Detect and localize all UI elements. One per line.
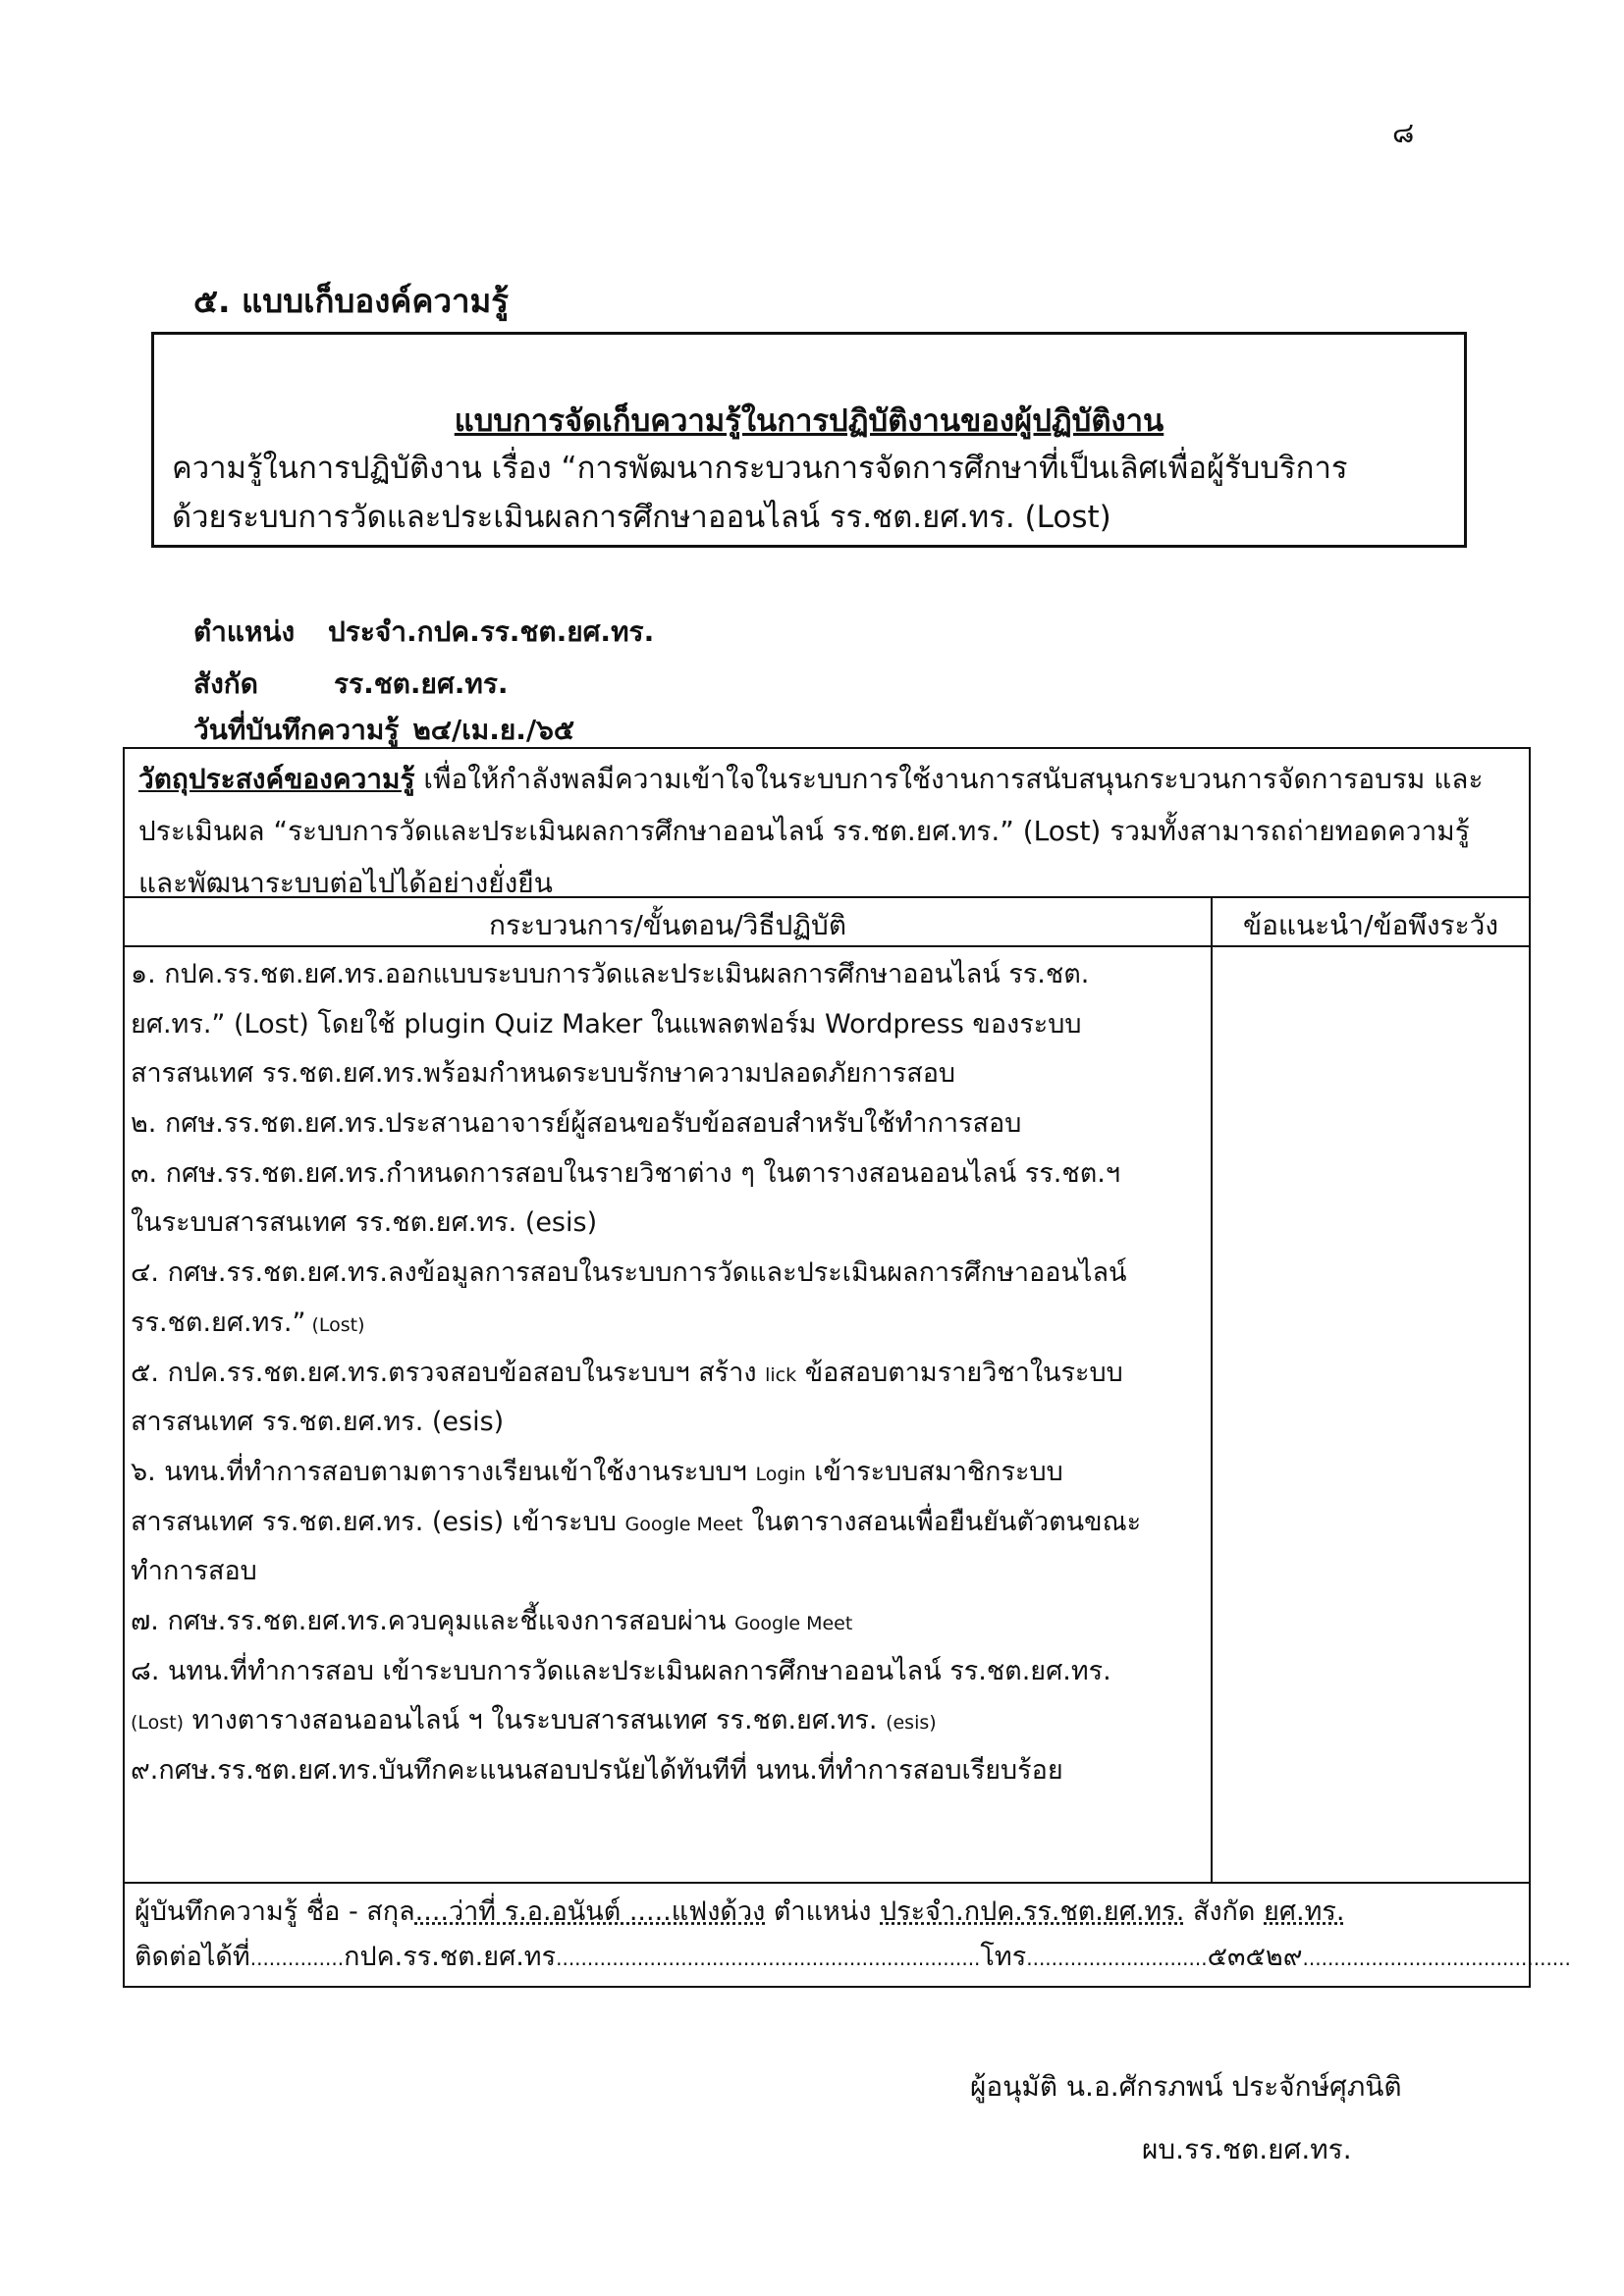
position-label: ตำแหน่ง (193, 615, 296, 648)
objective-cell (138, 753, 1513, 909)
step-7 (131, 1597, 1201, 1647)
step-7-small-text: Google Meet (734, 1612, 853, 1634)
step-8-line-1: ๘. นทน.ที่ทำการสอบ เข้าระบบการวัดและประเมินผลการศึกษาออนไลน์ รร.ชต.ยศ.ทร. (131, 1655, 1111, 1686)
step-4-line-2 (131, 1299, 1201, 1349)
table-divider (125, 896, 1529, 898)
step-4-small-text: (Lost) (305, 1313, 365, 1336)
unit-value: รร.ชต.ยศ.ทร. (334, 667, 509, 700)
title-box (151, 332, 1467, 548)
contact-dots: ............... (249, 1947, 345, 1970)
phone-dots: ........................................... (1302, 1947, 1571, 1970)
step-6-line-1 (131, 1448, 1201, 1498)
step-6-text-b: เข้าระบบสมาชิกระบบ (805, 1456, 1063, 1487)
step-5-small-text: lick (765, 1363, 797, 1386)
objective-label: วัตถุประสงค์ของความรู้ (138, 763, 415, 795)
step-6-text-a: ๖. นทน.ที่ทำการสอบตามตารางเรียนเข้าใช้งานระบบฯ (131, 1456, 756, 1487)
contact-label: ติดต่อได้ที่ (135, 1942, 250, 1972)
step-3-line-2: ในระบบสารสนเทศ รร.ชต.ยศ.ทร. (esis) (131, 1207, 598, 1239)
step-7-text: ๗. กศษ.รร.ชต.ยศ.ทร.ควบคุมและชี้แจงการสอบผ่าน (131, 1605, 735, 1636)
column-header-process: กระบวนการ/ขั้นตอน/วิธีปฏิบัติ (488, 909, 846, 941)
recorder-position-label: ตำแหน่ง (765, 1896, 881, 1927)
topic-line-1: ความรู้ในการปฏิบัติงาน เรื่อง “การพัฒนากระบวนการจัดการศึกษาที่เป็นเลิศเพื่อผู้รับบริการ (172, 451, 1348, 486)
recorder-name-label: ผู้บันทึกความรู้ ชื่อ - สกุล (135, 1896, 415, 1927)
step-6-line-2 (131, 1498, 1201, 1548)
step-6-small-text-2: Google Meet (624, 1513, 743, 1535)
page-number: ๘ (1392, 116, 1415, 149)
process-steps (131, 950, 1201, 1796)
recorder-info (135, 1890, 1571, 1981)
recorder-unit-label: สังกัด (1184, 1896, 1265, 1927)
step-6-small-text: Login (755, 1463, 806, 1485)
meta-unit-row (193, 663, 509, 706)
recorder-position-value: ประจำ.กปค.รร.ชต.ยศ.ทร. (880, 1896, 1185, 1927)
phone-dots: ............................. (1026, 1947, 1208, 1970)
objective-text: เพื่อให้กำลังพลมีความเข้าใจในระบบการใช้งานการสนับสนุนกระบวนการจัดการอบรม และประเมินผล “ระบบการวัดและประเมินผลการศึกษาออนไลน์ รร.ชต.ยศ.ทร.” (Lost) รวมทั้งสามารถถ่ายทอดความรู้และพัฒนาระบบต่อไปได้อย่างยั่งยืน (138, 763, 1484, 899)
column-header-advice: ข้อแนะนำ/ข้อพึงระวัง (1242, 909, 1499, 941)
step-5-line-2: สารสนเทศ รร.ชต.ยศ.ทร. (esis) (131, 1407, 505, 1438)
section-heading: ๕. แบบเก็บองค์ความรู้ (193, 282, 509, 320)
recorder-line-1 (135, 1890, 1571, 1935)
step-8-text: ทางตารางสอนออนไลน์ ฯ ในระบบสารสนเทศ รร.ชต.ยศ.ทร. (184, 1705, 887, 1736)
table-divider (125, 1882, 1529, 1884)
table-divider (125, 945, 1529, 947)
phone-value: ๕๓๕๒๙ (1207, 1942, 1303, 1972)
approver-position: ผบ.รร.ชต.ยศ.ทร. (1142, 2133, 1352, 2165)
step-4-text: รร.ชต.ยศ.ทร.” (131, 1307, 306, 1338)
approver-name: ผู้อนุมัติ น.อ.ศักรภพน์ ประจักษ์ศุภนิติ (970, 2070, 1402, 2103)
date-label: วันที่บันทึกความรู้ (193, 714, 400, 746)
step-3-line-1: ๓. กศษ.รร.ชต.ยศ.ทร.กำหนดการสอบในรายวิชาต่าง ๆ ในตารางสอนออนไลน์ รร.ชต.ฯ (131, 1157, 1120, 1189)
step-6-line-3: ทำการสอบ (131, 1556, 257, 1587)
step-5-text-a: ๕. กปค.รร.ชต.ยศ.ทร.ตรวจสอบข้อสอบในระบบฯ สร้าง (131, 1357, 766, 1388)
step-9: ๙.กศษ.รร.ชต.ยศ.ทร.บันทึกคะแนนสอบปรนัยได้ทันทีที่ นทน.ที่ทำการสอบเรียบร้อย (131, 1755, 1063, 1786)
step-1-line-1: ๑. กปค.รร.ชต.ยศ.ทร.ออกแบบระบบการวัดและประเมินผลการศึกษาออนไลน์ รร.ชต. (131, 959, 1090, 989)
recorder-unit-value: ยศ.ทร. (1264, 1896, 1345, 1927)
phone-label: โทร (980, 1942, 1027, 1972)
step-8-small-text-1: (Lost) (131, 1712, 185, 1735)
step-2: ๒. กศษ.รร.ชต.ยศ.ทร.ประสานอาจารย์ผู้สอนขอรับข้อสอบสำหรับใช้ทำการสอบ (131, 1108, 1022, 1140)
step-8-small-text-2: (esis) (886, 1712, 937, 1735)
form-title: แบบการจัดเก็บความรู้ในการปฏิบัติงานของผู้ปฏิบัติงาน (454, 403, 1164, 439)
position-value: ประจำ.กปค.รร.ชต.ยศ.ทร. (328, 615, 655, 648)
step-6-text-c: สารสนเทศ รร.ชต.ยศ.ทร. (esis) เข้าระบบ (131, 1506, 625, 1537)
step-4-line-1: ๔. กศษ.รร.ชต.ยศ.ทร.ลงข้อมูลการสอบในระบบการวัดและประเมินผลการศึกษาออนไลน์ (131, 1257, 1127, 1289)
recorder-name-value: ....ว่าที่ ร.อ.อนันต์ .....แฟงด้วง (414, 1896, 766, 1927)
date-value: ๒๔/เม.ย./๖๕ (412, 714, 575, 746)
contact-dots: .................................................................... (556, 1947, 981, 1970)
step-5-line-1 (131, 1349, 1201, 1399)
topic-line-2: ด้วยระบบการวัดและประเมินผลการศึกษาออนไลน์ รร.ชต.ยศ.ทร. (Lost) (172, 500, 1111, 535)
meta-position-row (193, 611, 654, 654)
recorder-line-2 (135, 1935, 1571, 1981)
step-8-line-2 (131, 1696, 1201, 1746)
unit-label: สังกัด (193, 667, 258, 700)
step-5-text-b: ข้อสอบตามรายวิชาในระบบ (796, 1357, 1123, 1388)
contact-value: กปค.รร.ชต.ยศ.ทร (344, 1942, 557, 1972)
knowledge-table (123, 747, 1571, 1988)
step-1-line-3: สารสนเทศ รร.ชต.ยศ.ทร.พร้อมกำหนดระบบรักษาความปลอดภัยการสอบ (131, 1058, 956, 1090)
step-1-line-2: ยศ.ทร.” (Lost) โดยใช้ plugin Quiz Maker ในแพลตฟอร์ม Wordpress ของระบบ (131, 1008, 1082, 1040)
column-divider (1211, 896, 1213, 1882)
step-6-text-d: ในตารางสอนเพื่อยืนยันตัวตนขณะ (742, 1506, 1142, 1537)
meta-date-row (193, 709, 574, 752)
